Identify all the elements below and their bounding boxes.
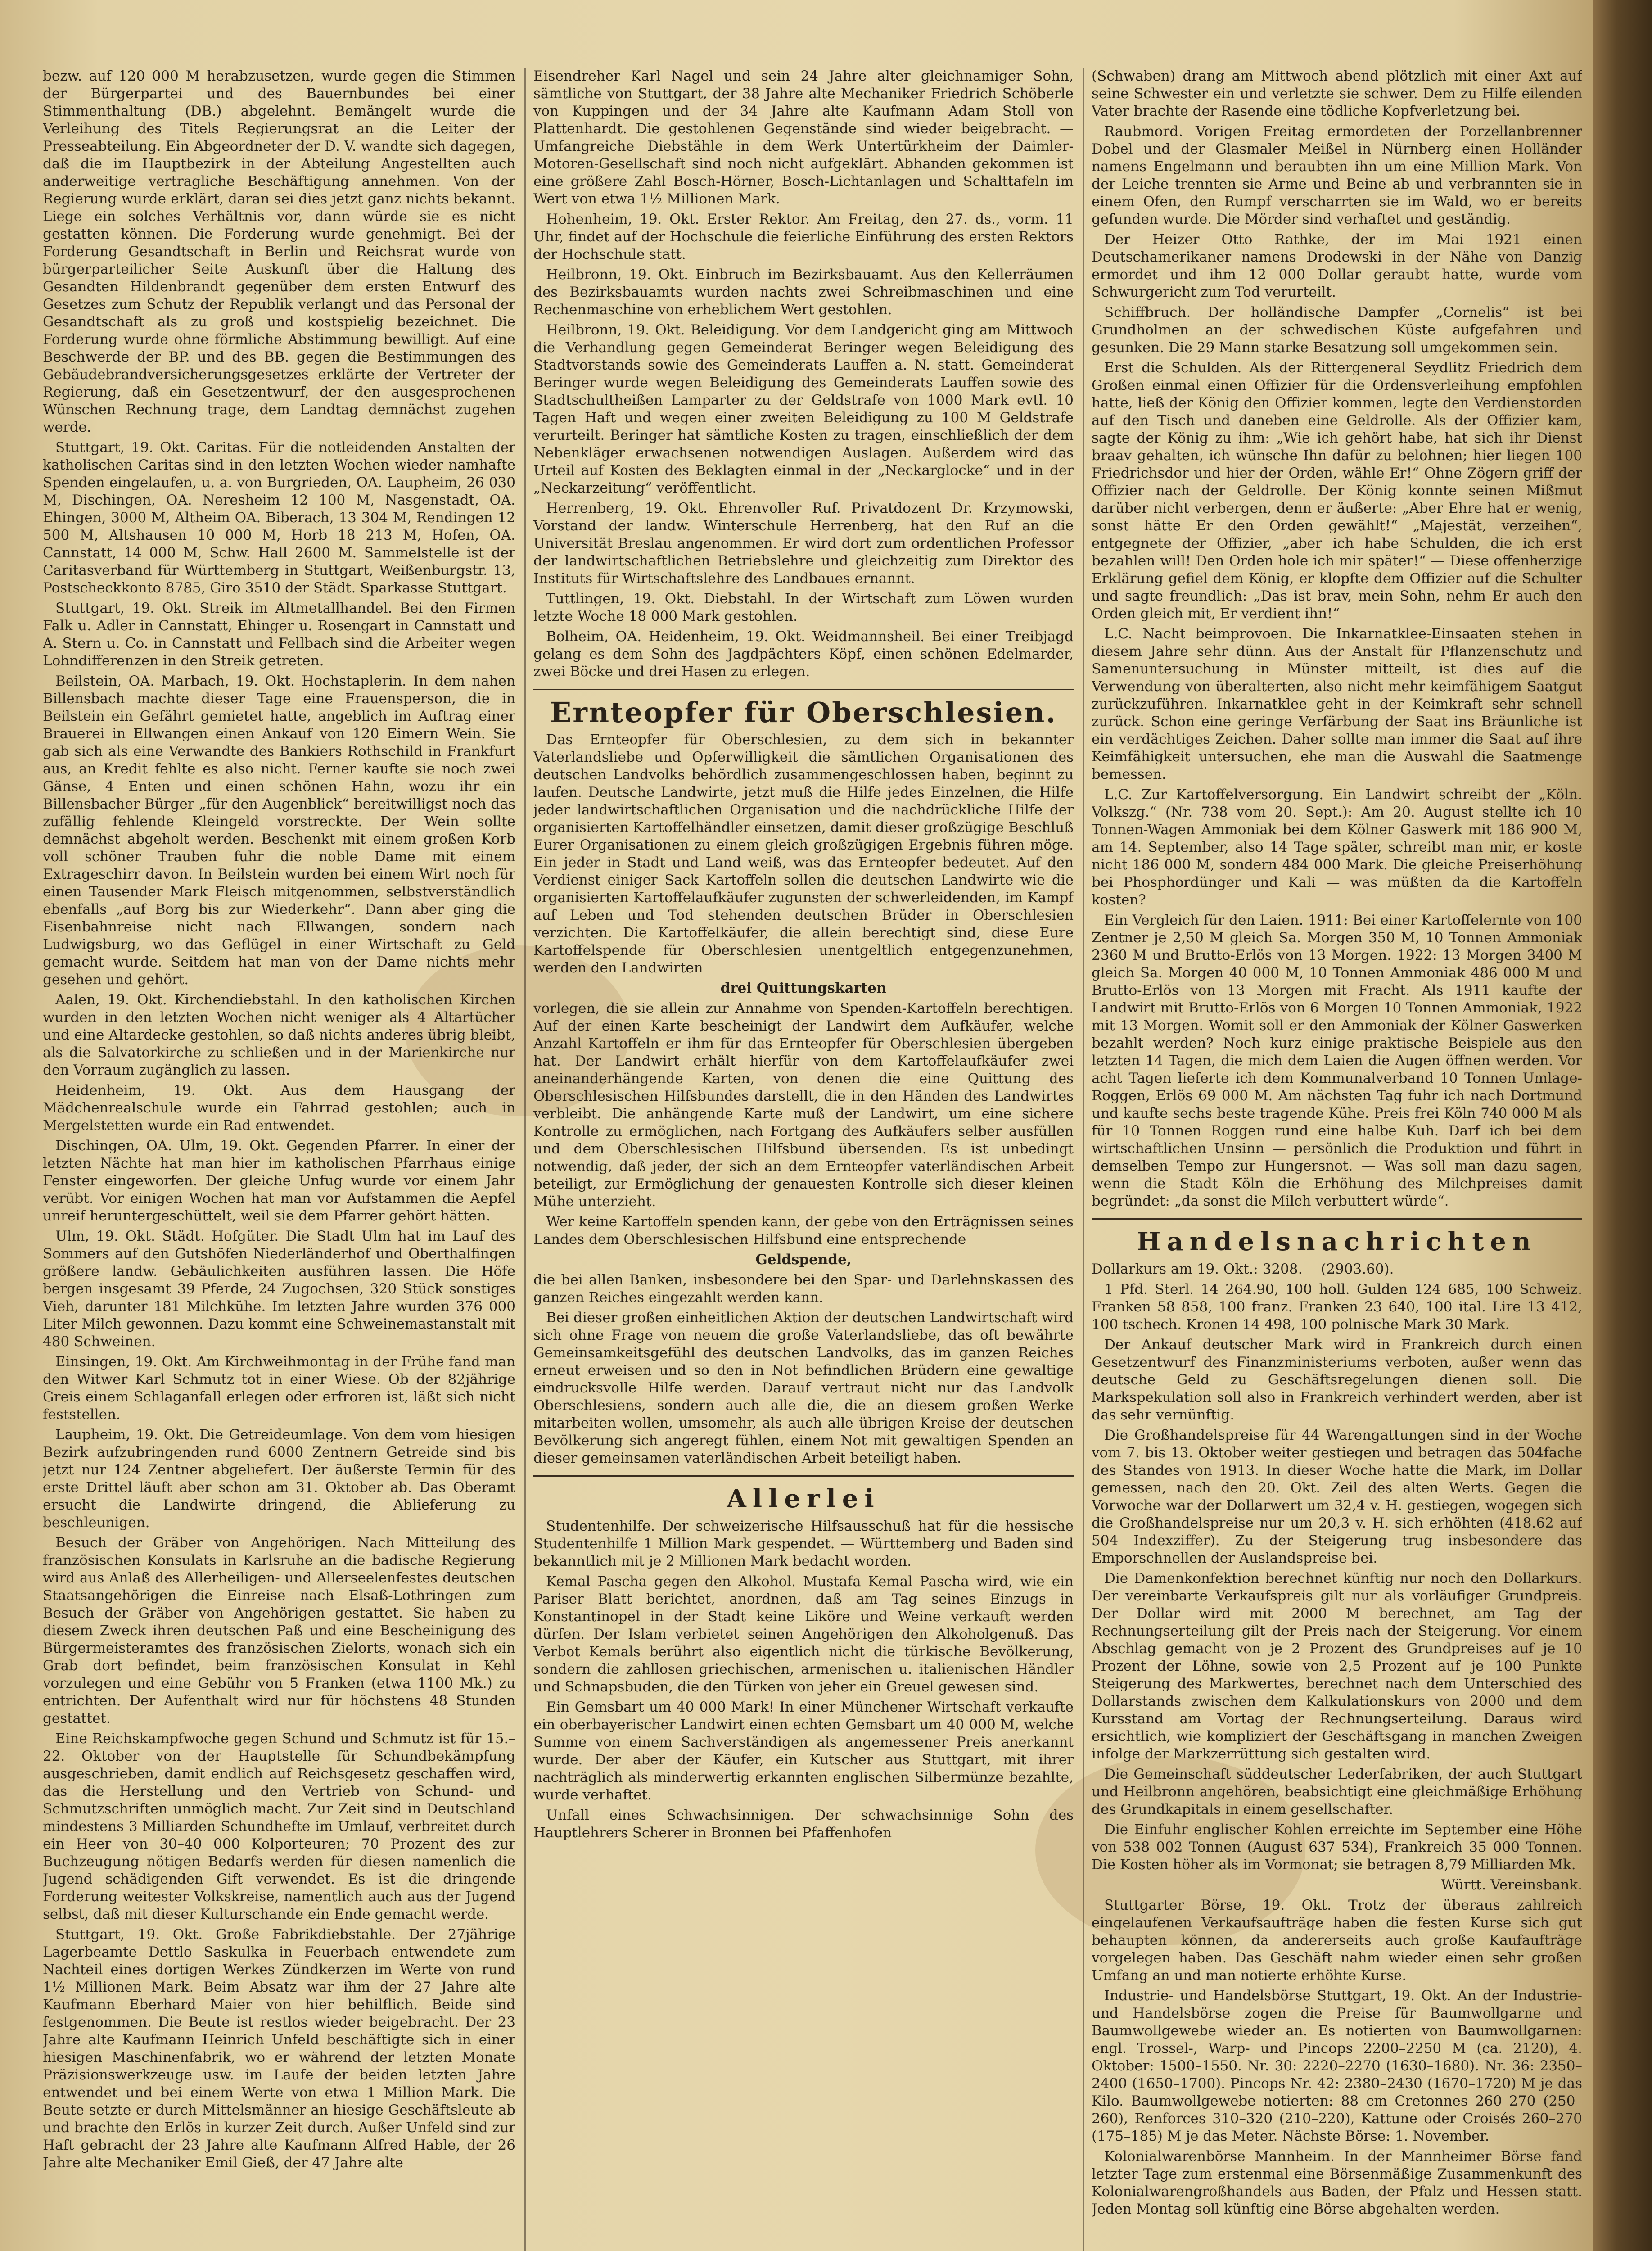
article: Die Damenkonfektion berechnet künftig nur noch den Dollarkurs. Der vereinbarte Verkaufspreis gilt nur als vorläufiger Grundpreis. Der Dollar wird mit 2000 M berechnet, am Tag der Rechnungserteilung gilt der Preis nach der Steigerung. Vor einem Abschlag gemacht von je 2 Prozent des Grundpreises auf je 10 Prozent der Löhne, sowie von 2,5 Prozent auf je 100 Punkte Steigerung des Markwertes, berechnet nach dem Unterschied des Dollarstands zwischen dem Kalkulationskurs von 2000 und dem Kursstand am Vortag der Rechnungserteilung. Daraus wird ersichtlich, wie kompliziert der Geschäftsgang in manchen Zweigen infolge der Markzerrüttung sich gestalten wird. — [1092, 1570, 1582, 1762]
column-3 — [1092, 68, 1582, 2251]
article: Heilbronn, 19. Okt. Einbruch im Bezirksbauamt. Aus den Kellerräumen des Bezirksbauamts wurden nachts zwei Schreibmaschinen und eine Rechenmaschine von erheblichem Wert gestohlen. — [533, 267, 1074, 318]
article: Beilstein, OA. Marbach, 19. Okt. Hochstaplerin. In dem nahen Billensbach machte dieser Tage eine Frauensperson, die in Beilstein ein Gefährt gemietet hatte, angeblich im Auftrag einer Brauerei in Ellwangen einen Ankauf von 120 Eimern Wein. Sie gab sich als eine Verwandte des Bankiers Rothschild in Frankfurt aus, an Kredit fehlte es also nicht. Ferner kaufte sie noch zwei Gänse, 4 Enten und einen schönen Hahn, wozu ihr ein Billensbacher Bürger „für den Augenblick“ bereitwilligst noch das zufällig fehlende Kleingeld vorstreckte. Der Wein sollte demnächst abgeholt werden. Beschenkt mit einem großen Korb voll schöner Trauben fuhr die noble Dame mit einem Extrageschirr davon. In Beilstein wurden bei einem Wirt noch für einen Tausender Mark Fleisch mitgenommen, selbstverständlich ebenfalls „auf Borg bis zur Wiederkehr“. Dann aber ging die Eisenbahnreise nicht nach Ellwangen, sondern nach Ludwigsburg, wo das Geflügel in einer Wirtschaft zu Geld gemacht wurde. Seitdem hat man von der Dame nichts mehr gesehen und gehört. — [43, 673, 515, 988]
article: (Schwaben) drang am Mittwoch abend plötzlich mit einer Axt auf seine Schwester ein und verletzte sie schwer. Dem zu Hilfe eilenden Vater brachte der Rasende eine tödliche Kopfverletzung bei. — [1092, 68, 1582, 119]
article: Bei dieser großen einheitlichen Aktion der deutschen Landwirtschaft wird sich ohne Frage von neuem die große Vaterlandsliebe, das oft bewährte Gemeinsamkeitsgefühl des deutschen Landvolks, das im ganzen Reiches erneut erweisen und so den in Not befindlichen Brüdern eine gewaltige eindrucksvolle Hilfe werden. Darauf vertraut nicht nur das Landvolk Oberschlesiens, sondern auch alle die, die an diesem großen Werke mitarbeiten wollen, umsomehr, als auch alle übrigen Kreise der deutschen Bevölkerung sich angeregt fühlen, einem Not mit gewaltigen Spenden an dieser gemeinsamen vaterländischen Arbeit beteiligt haben. — [533, 1310, 1074, 1466]
article: Ein Gemsbart um 40 000 Mark! In einer Münchener Wirtschaft verkaufte ein oberbayerischer Landwirt einen echten Gemsbart um 40 000 M, welche Summe von einem Sachverständigen als angemessener Preis anerkannt wurde. Der aber der Käufer, ein Kutscher aus Stuttgart, mit ihrer nachträglich als minderwertig erkannten englischen Silbermünze bezahlte, wurde verhaftet. — [533, 1699, 1074, 1803]
section-heading: Handelsnachrichten — [1137, 1227, 1537, 1257]
article: Kolonialwarenbörse Mannheim. In der Mannheimer Börse fand letzter Tage zum erstenmal eine Börsenmäßige Zusammenkunft des Kolonialwarengroßhandels aus Baden, der Pfalz und Hessen statt. Jeden Montag soll künftig eine Börse abgehalten werden. — [1092, 2148, 1582, 2217]
article: Erst die Schulden. Als der Rittergeneral Seydlitz Friedrich dem Großen einmal einen Offizier für die Ordensverleihung empfohlen hatte, ließ der König den Offizier kommen, legte den Verdienstorden auf den Tisch und daneben eine Geldrolle. Als der Offizier kam, sagte der König zu ihm: „Wie ich gehört habe, hat sich ihr Dienst braav gehalten, ich wünsche Ihn dafür zu belohnen; hier liegen 100 Friedrichsdor und hier der Orden, wähle Er!“ Ohne Zögern griff der Offizier nach der Geldrolle. Der König konnte seinen Mißmut darüber nicht verbergen, denn er äußerte: „Aber Ehre hat er wenig, sonst hätte Er den Orden gewählt!“ „Majestät, verzeihen“, entgegnete der Offizier, „aber ich habe Schulden, die ich erst bezahlen will! Den Orden hole ich mir später!“ — Diese offenherzige Erklärung gefiel dem König, er klopfte dem Offizier auf die Schulter und sagte freundlich: „Das ist brav, mein Sohn, nehm Er auch den Orden gleich mit, Er verdient ihn!“ — [1092, 360, 1582, 622]
section-heading: Allerlei — [727, 1484, 880, 1514]
article: Eisendreher Karl Nagel und sein 24 Jahre alter gleichnamiger Sohn, sämtliche von Stuttgart, der 38 Jahre alte Mechaniker Friedrich Schöberle von Kuppingen und der 34 Jahre alte Kaufmann Adam Stoll von Plattenhardt. Die gestohlenen Gegenstände sind wieder beigebracht. — Umfangreiche Diebstähle in dem Werk Untertürkheim der Daimler-Motoren-Gesellschaft sind noch nicht aufgeklärt. Abhanden gekommen ist eine größere Zahl Bosch-Hörner, Bosch-Lichtanlagen und Schalttafeln im Wert von etwa 1½ Millionen Mark. — [533, 68, 1074, 207]
article: Unfall eines Schwachsinnigen. Der schwachsinnige Sohn des Hauptlehrers Scherer in Bronnen bei Pfaffenhofen — [533, 1807, 1074, 1841]
article: Kemal Pascha gegen den Alkohol. Mustafa Kemal Pascha wird, wie ein Pariser Blatt berichtet, anordnen, daß am Tag seines Einzugs in Konstantinopel in der Stadt keine Liköre und Weine verkauft werden dürfen. Der Islam verbietet seinen Angehörigen den Alkoholgenuß. Das Verbot Kemals berührt also eigentlich nicht die türkische Bevölkerung, sondern die zahllosen griechischen, armenischen u. italienischen Händler und Schnapsbuden, die den Türken von jeher ein Greuel gewesen sind. — [533, 1573, 1074, 1695]
article: die bei allen Banken, insbesondere bei den Spar- und Darlehnskassen des ganzen Reiches eingezahlt werden kann. — [533, 1272, 1074, 1306]
article: Die Großhandelspreise für 44 Warengattungen sind in der Woche vom 7. bis 13. Oktober weiter gestiegen und betragen das 504fache des Standes von 1913. In dieser Woche hatte die Mark, im Dollar gemessen, nach den 20. Okt. Zeil des alten Werts. Gegen die Vorwoche war der Dollarwert um 32,4 v. H. gestiegen, wogegen sich die Großhandelspreise nur um 20,3 v. H. sich erhöhten (418.62 auf 504 Indexziffer). Zu der Steigerung trug insbesondere das Emporschnellen der Auslandspreise bei. — [1092, 1427, 1582, 1566]
article: Dollarkurs am 19. Okt.: 3208.— (2903.60). — [1092, 1261, 1394, 1277]
article: Dischingen, OA. Ulm, 19. Okt. Gegenden Pfarrer. In einer der letzten Nächte hat man hier im katholischen Pfarrhaus einige Fenster eingeworfen. Der gleiche Unfug wurde vor einem Jahr verübt. Vor einigen Wochen hat man vor Aufstammen die Aepfel unreif heruntergeschüttelt, weil sie dem Pfarrer gehört hätten. — [43, 1138, 515, 1224]
article: Einsingen, 19. Okt. Am Kirchweihmontag in der Frühe fand man den Witwer Karl Schmutz tot in einer Wiese. Ob der 82jährige Greis einem Schlaganfall erlegen oder erfroren ist, läßt sich nicht feststellen. — [43, 1354, 515, 1423]
article: Wer keine Kartoffeln spenden kann, der gebe von den Erträgnissen seines Landes dem Oberschlesischen Hilfsbund eine entsprechende — [533, 1214, 1074, 1248]
subheading: drei Quittungskarten — [720, 980, 887, 996]
column-2 — [533, 68, 1074, 2251]
article: Heilbronn, 19. Okt. Beleidigung. Vor dem Landgericht ging am Mittwoch die Verhandlung gegen Gemeinderat Beringer wegen Beleidigung des Stadtvorstands sowie des Gemeinderats Lauffen a. N. statt. Gemeinderat Beringer wurde wegen Beleidigung des Gemeinderats Lauffen sowie des Stadtschultheißen Lamparter zu der Geldstrafe von 1000 Mark evtl. 10 Tagen Haft und wegen einer zweiten Beleidigung zu 100 M Geldstrafe verurteilt. Beringer hat sämtliche Kosten zu tragen, einschließlich der dem Nebenkläger erwachsenen notwendigen Auslagen. Außerdem wird das Urteil auf Kosten des Beklagten einmal in der „Neckarglocke“ und in der „Neckarzeitung“ veröffentlicht. — [533, 322, 1074, 496]
article: Württ. Vereinsbank. — [1441, 1877, 1582, 1893]
article: Stuttgart, 19. Okt. Große Fabrikdiebstahle. Der 27jährige Lagerbeamte Dettlo Saskulka in Feuerbach entwendete zum Nachteil eines dortigen Werkes Zündkerzen im Werte von rund 1½ Millionen Mark. Beim Absatz war ihm der 27 Jahre alte Kaufmann Eberhard Maier von hier behilflich. Beide sind festgenommen. Die Beute ist restlos wieder beigebracht. Der 23 Jahre alte Kaufmann Heinrich Unfeld beschäftigte sich in einer hiesigen Maschinenfabrik, wo er während der letzten Monate Präzisionswerkzeuge usw. im Laufe der beiden letzten Jahre entwendet und bei einem Werte von etwa 1 Million Mark. Die Beute setzte er durch Mittelsmänner an hiesige Geschäftsleute ab und brachte den Erlös in kurzer Zeit durch. Außer Unfeld sind zur Haft gebracht der 23 Jahre alte Kaufmann Alfred Hable, der 26 Jahre alte Mechaniker Emil Gieß, der 47 Jahre alte — [43, 1926, 515, 2171]
subheading: Geldspende, — [755, 1252, 852, 1268]
article: Bolheim, OA. Heidenheim, 19. Okt. Weidmannsheil. Bei einer Treibjagd gelang es dem Sohn des Jagdpächters Köpf, einen schönen Edelmarder, zwei Böcke und drei Hasen zu erlegen. — [533, 628, 1074, 680]
article: Der Heizer Otto Rathke, der im Mai 1921 einen Deutschamerikaner namens Drodewski in der Nähe von Danzig ermordet und ihm 12 000 Dollar geraubt hatte, wurde vom Schwurgericht zum Tod verurteilt. — [1092, 231, 1582, 300]
article: Herrenberg, 19. Okt. Ehrenvoller Ruf. Privatdozent Dr. Krzymowski, Vorstand der landw. Winterschule Herrenberg, hat den Ruf an die Universität Breslau angenommen. Er wird dort zum ordentlichen Professor der landwirtschaftlichen Betriebslehre und gleichzeitig zum Direktor des Instituts für Wirtschaftslehre des Landbaues ernannt. — [533, 500, 1074, 587]
article: Hohenheim, 19. Okt. Erster Rektor. Am Freitag, den 27. ds., vorm. 11 Uhr, findet auf der Hochschule die feierliche Einführung des ersten Rektors der Hochschule statt. — [533, 211, 1074, 262]
article: L.C. Zur Kartoffelversorgung. Ein Landwirt schreibt der „Köln. Volkszg.“ (Nr. 738 vom 20. Sept.): Am 20. August stellte ich 10 Tonnen-Wagen Ammoniak bei dem Kölner Gaswerk mit 186 900 M, am 14. September, also 14 Tage später, schreibt man mir, er koste nicht 186 000 M, sondern 484 000 Mark. Die gleiche Preiserhöhung bei Phosphordünger und Kali — was müßten da die Kartoffeln kosten? — [1092, 786, 1582, 908]
article: Eine Reichskampfwoche gegen Schund und Schmutz ist für 15.–22. Oktober von der Hauptstelle für Schundbekämpfung ausgeschrieben, damit endlich auf Reichsgesetz geschaffen wird, das die Herstellung und den Vertrieb von Schund- und Schmutzschriften unmöglich macht. Zur Zeit sind in Deutschland mindestens 3 Milliarden Schundhefte im Umlauf, verbreitet durch ein Heer von 30–40 000 Kolporteuren; 70 Prozent des zur Buchzeugung nötigen Bedarfs werden für diesen namenlich die Jugend schädigenden Gift verwendet. Es ist die dringende Forderung weitester Volkskreise, namentlich auch aus der Jugend selbst, daß mit dieser Kulturschande ein Ende gemacht werde. — [43, 1731, 515, 1922]
article: Industrie- und Handelsbörse Stuttgart, 19. Okt. An der Industrie- und Handelsbörse zogen die Preise für Baumwollgarne und Baumwollgewebe wieder an. Es notierten von Baumwollgarnen: engl. Trossel-, Warp- und Pincops 2200–2250 M (ca. 2120), 4. Oktober: 1500–1550. Nr. 30: 2220–2270 (1630–1680). Nr. 36: 2350–2400 (1650–1700). Pincops Nr. 42: 2380–2430 (1670–1720) M je das Kilo. Baumwollgewebe notierten: 88 cm Cretonnes 260–270 (250–260), Renforces 310–320 (210–220), Kattune oder Croisés 260–270 (175–185) M je das Meter. Nächste Börse: 1. November. — [1092, 1988, 1582, 2144]
article: L.C. Nacht beimprovoen. Die Inkarnatklee-Einsaaten stehen in diesem Jahre sehr dünn. Aus der Anstalt für Pflanzenschutz und Samenuntersuchung in Münster mitteilt, ist dies auf die Verwendung von überalterten, also nicht mehr keimfähigem Saatgut zurückzuführen. Inkarnatklee geht in der Keimkraft sehr schnell zurück. Schon eine geringe Verfärbung der Saat ins Bräunliche ist ein verdächtiges Zeichen. Daher sollte man immer die Saat auf ihre Keimfähigkeit untersuchen, ehe man die Auswahl die Saatmenge bemessen. — [1092, 626, 1582, 782]
article: Studentenhilfe. Der schweizerische Hilfsausschuß hat für die hessische Studentenhilfe 1 Million Mark gespendet. — Württemberg und Baden sind bekanntlich mit je 2 Millionen Mark bedacht worden. — [533, 1518, 1074, 1569]
column-1 — [43, 68, 515, 2251]
column-rule — [1083, 68, 1084, 2251]
article: Heidenheim, 19. Okt. Aus dem Hausgang der Mädchenrealschule wurde ein Fahrrad gestohlen; auch in Mergelstetten wurde ein Rad entwendet. — [43, 1082, 515, 1134]
article: bezw. auf 120 000 M herabzusetzen, wurde gegen die Stimmen der Bürgerpartei und des Bauernbundes bei einer Stimmenthaltung (DB.) abgelehnt. Bemängelt wurde die Verleihung des Titels Regierungsrat an die Leiter der Presseabteilung. Ein Abgeordneter der D. V. wandte sich dagegen, daß die im Hauptbezirk in der Abteilung Angestellten auch anderweitige vertragliche Beschäftigung annehmen. Von der Regierung wurde erklärt, daran sei dies jetzt ganz nichts bekannt. Liege ein solches Verhältnis vor, dann würde sie es nicht gestatten können. Die Forderung wurde genehmigt. Bei der Forderung Gesandtschaft in Berlin und Reichsrat wurde von bürgerparteilicher Seite Auskunft über die Haltung des Gesandten Hildenbrandt gegenüber dem ersten Entwurf des Gesetzes zum Schutz der Republik verlangt und das Personal der Gesandtschaft als zu groß und kostspielig bezeichnet. Die Forderung wurde ohne förmliche Abstimmung bewilligt. Auf eine Beschwerde der BP. und des BB. gegen die Bestimmungen des Gebäudebrandversicherungsgesetzes erklärte der Vertreter der Regierung, daß ein Gesetzentwurf, der den ausgesprochenen Wünschen Rechnung trage, dem Landtag demnächst zugehen werde. — [43, 68, 515, 435]
section-rule — [533, 689, 1074, 690]
article: Ulm, 19. Okt. Städt. Hofgüter. Die Stadt Ulm hat im Lauf des Sommers auf den Gutshöfen Niederländerhof und Oberthalfingen größere landw. Gebäulichkeiten ausführen lassen. Die Höfe bergen insgesamt 39 Pferde, 24 Zugochsen, 320 Stück sonstiges Vieh, darunter 181 Milchkühe. Im letzten Jahre wurden 376 000 Liter Milch gewonnen. Dazu kommt eine Schweinemastanstalt mit 480 Schweinen. — [43, 1228, 515, 1350]
section-rule — [1092, 1218, 1582, 1220]
section-rule — [533, 1475, 1074, 1477]
article: Schiffbruch. Der holländische Dampfer „Cornelis“ ist bei Grundholmen an der schwedischen Küste aufgefahren und gesunken. Die 29 Mann starke Besatzung soll umgekommen sein. — [1092, 304, 1582, 356]
article: 1 Pfd. Sterl. 14 264.90, 100 holl. Gulden 124 685, 100 Schweiz. Franken 58 858, 100 franz. Franken 23 640, 100 ital. Lire 13 412, 100 tschech. Kronen 14 498, 100 polnische Mark 30 Mark. — [1092, 1281, 1582, 1333]
article: Der Ankauf deutscher Mark wird in Frankreich durch einen Gesetzentwurf des Finanzministeriums verboten, außer wenn das deutsche Geld zu Geschäftsregelungen dienen soll. Die Markspekulation soll also in Frankreich verhindert werden, aber ist das sehr vernünftig. — [1092, 1337, 1582, 1423]
article: vorlegen, die sie allein zur Annahme von Spenden-Kartoffeln berechtigen. Auf der einen Karte bescheinigt der Landwirt dem Aufkäufer, welche Anzahl Kartoffeln er ihm für das Ernteopfer für Oberschlesien übergeben hat. Der Landwirt erhält hierfür von dem Kartoffelaufkäufer zwei aneinanderhängende Karten, von denen die eine Quittung des Oberschlesischen Hilfsbundes darstellt, die in den Händen des Landwirtes verbleibt. Die anhängende Karte muß der Landwirt, um eine sichere Kontrolle zu ermöglichen, nach Fortgang des Aufkäufers selber ausfüllen und dem Oberschlesischen Hilfsbund übersenden. Es ist unbedingt notwendig, daß jeder, der sich an dem Ernteopfer vaterländischen Arbeit beteiligt, zur Ermöglichung der genauesten Kontrolle sich dieser kleinen Mühe unterzieht. — [533, 1000, 1074, 1210]
article: Besuch der Gräber von Angehörigen. Nach Mitteilung des französischen Konsulats in Karlsruhe an die badische Regierung wird aus Anlaß des Allerheiligen- und Allerseelenfestes deutschen Staatsangehörigen die Einreise nach Elsaß-Lothringen zum Besuch der Gräber von Angehörigen gestattet. Sie haben zu diesem Zweck ihren deutschen Paß und eine Bescheinigung des Bürgermeisteramtes des französischen Zielorts, wonach sich ein Grab dort befindet, beim französischen Konsulat in Kehl vorzulegen und eine Gebühr von 5 Franken (etwa 1100 Mk.) zu entrichten. Der Aufenthalt wird nur für höchstens 48 Stunden gestattet. — [43, 1535, 515, 1727]
article: Stuttgart, 19. Okt. Caritas. Für die notleidenden Anstalten der katholischen Caritas sind in den letzten Wochen wieder namhafte Spenden eingelaufen, u. a. von Burgrieden, OA. Laupheim, 26 030 M, Dischingen, OA. Neresheim 12 100 M, Nasgenstadt, OA. Ehingen, 3000 M, Altheim OA. Biberach, 13 304 M, Rendingen 12 500 M, Altshausen 10 000 M, Horb 18 213 M, Hofen, OA. Cannstatt, 14 000 M, Schw. Hall 2600 M. Sammelstelle ist der Caritasverband für Württemberg in Stuttgart, Weißenburgstr. 13, Postscheckkonto 8785, Giro 3510 der Städt. Sparkasse Stuttgart. — [43, 439, 515, 596]
article: Das Ernteopfer für Oberschlesien, zu dem sich in bekannter Vaterlandsliebe und Opferwilligkeit die sämtlichen Organisationen des deutschen Landvolks behördlich zusammengeschlossen haben, beginnt zu laufen. Deutsche Landwirte, jetzt muß die Hilfe jedes Einzelnen, die Hilfe jeder landwirtschaftlichen Organisation und die nachdrückliche Hilfe der organisierten Kartoffelhändler einsetzen, damit dieser großzügige Beschluß Eurer Organisationen zu einem gleich großzügigen Ergebnis führen möge. Ein jeder in Stadt und Land weiß, was das Ernteopfer bedeutet. Auf den Verdienst einiger Sack Kartoffeln sollen die deutschen Landwirte wie die organisierten Kartoffelaufkäufer zugunsten der schwerleidenden, im Kampf auf Leben und Tod stehenden deutschen Brüder in Oberschlesien verzichten. Die Kartoffelkäufer, die allein berechtigt sind, diese Eure Kartoffelspende für Oberschlesien unentgeltlich entgegenzunehmen, werden den Landwirten — [533, 732, 1074, 976]
article: Stuttgarter Börse, 19. Okt. Trotz der überaus zahlreich eingelaufenen Verkaufsaufträge haben die festen Kurse sich gut behaupten können, da andererseits auch große Kaufaufträge vorgelegen haben. Das Geschäft nahm wieder einen sehr großen Umfang an und man notierte erhöhte Kurse. — [1092, 1897, 1582, 1984]
article: Die Gemeinschaft süddeutscher Lederfabriken, der auch Stuttgart und Heilbronn angehören, beabsichtigt eine gleichmäßige Erhöhung des Grundkapitals in einem gesellschafter. — [1092, 1766, 1582, 1817]
article: Ein Vergleich für den Laien. 1911: Bei einer Kartoffelernte von 100 Zentner je 2,50 M gleich Sa. Morgen 350 M, 10 Tonnen Ammoniak 2360 M und Brutto-Erlös von 13 Morgen. 1922: 13 Morgen 3400 M gleich Sa. Morgen 40 000 M, 10 Tonnen Ammoniak 486 000 M und Brutto-Erlös von 13 Morgen mit Fracht. Als 1911 kaufte der Landwirt mit Brutto-Erlös von 6 Morgen 10 Tonnen Ammoniak, 1922 mit 13 Morgen. Womit soll er den Ammoniak der Kölner Gaswerken bezahlt werden? Noch kurz einige praktische Beispiele aus den letzten 14 Tagen, die mich dem Laien die Augen öffnen werden. Vor acht Tagen lieferte ich dem Kommunalverband 10 Tonnen Umlage-Roggen, Erlös 69 000 M. Am nächsten Tag fuhr ich nach Dortmund und kaufte sechs beste tragende Kühe. Preis frei Köln 740 000 M als für 10 Tonnen Roggen rund eine halbe Kuh. Darf ich bei dem wirtschaftlichen Unsinn — persönlich die Produktion und führt in demselben Tempo zur Hungersnot. — Was soll man dazu sagen, wenn die Stadt Köln die Erhöhung des Milchpreises damit begründet: „da sonst die Milch verbuttert würde“. — [1092, 912, 1582, 1209]
article: Laupheim, 19. Okt. Die Getreideumlage. Von dem vom hiesigen Bezirk aufzubringenden rund 6000 Zentnern Getreide sind bis jetzt nur 124 Zentner abgeliefert. Der äußerste Termin für des erste Drittel läuft aber schon am 31. Oktober ab. Das Oberamt ersucht die Landwirte dringend, die Ablieferung zu beschleunigen. — [43, 1427, 515, 1531]
article: Tuttlingen, 19. Okt. Diebstahl. In der Wirtschaft zum Löwen wurden letzte Woche 18 000 Mark gestohlen. — [533, 591, 1074, 624]
book-binding — [1593, 0, 1652, 2251]
section-heading: Ernteopfer für Oberschlesien. — [550, 696, 1057, 729]
article: Stuttgart, 19. Okt. Streik im Altmetallhandel. Bei den Firmen Falk u. Adler in Cannstatt, Ehinger u. Rosengart in Cannstatt und A. Stern u. Co. in Cannstatt und Fellbach sind die Arbeiter wegen Lohndifferenzen in den Streik getreten. — [43, 600, 515, 669]
column-rule — [524, 68, 526, 2251]
article: Raubmord. Vorigen Freitag ermordeten der Porzellanbrenner Dobel und der Glasmaler Meißel in Nürnberg einen Holländer namens Engelmann und beraubten ihn um eine Million Mark. Von der Leiche trennten sie Arme und Beine ab und verbrannten sie in einem Ofen, den Rumpf verscharrten sie im Wald, wo er bereits gefunden wurde. Die Mörder sind verhaftet und geständig. — [1092, 123, 1582, 227]
article: Aalen, 19. Okt. Kirchendiebstahl. In den katholischen Kirchen wurden in den letzten Wochen nicht weniger als 4 Altartücher und eine Altardecke gestohlen, so daß nichts anderes übrig bleibt, als die Salvatorkirche zu schließen und in der Marienkirche nur den Vorraum zugänglich zu lassen. — [43, 992, 515, 1078]
article: Die Einfuhr englischer Kohlen erreichte im September eine Höhe von 538 002 Tonnen (August 637 534), Frankreich 35 000 Tonnen. Die Kosten höher als im Vormonat; sie betragen 8,79 Milliarden Mk. — [1092, 1822, 1582, 1873]
